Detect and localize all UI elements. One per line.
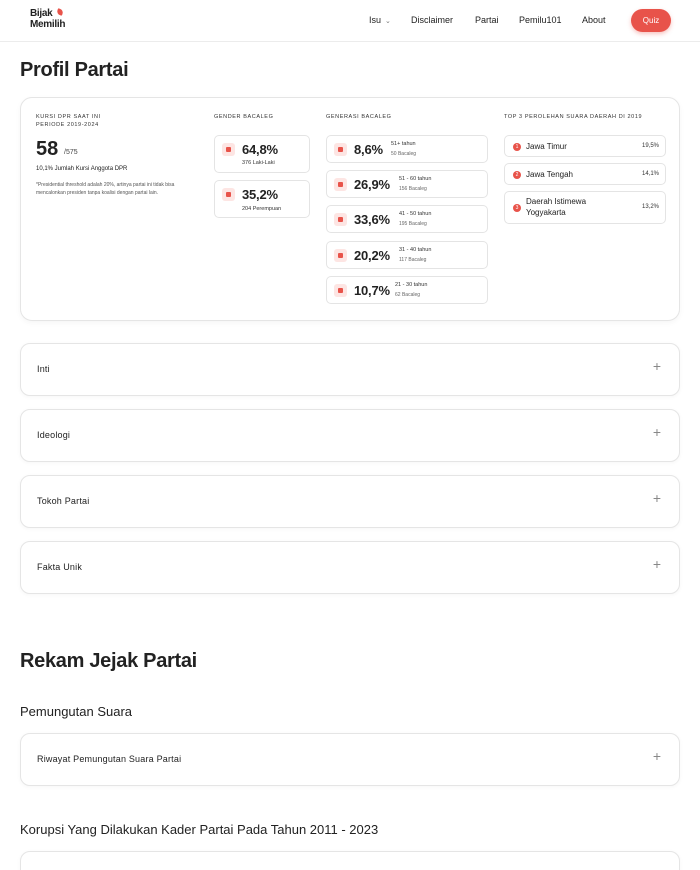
- female-icon-glyph: [226, 192, 231, 197]
- plus-icon[interactable]: +: [652, 748, 662, 764]
- gender-female-pct: 35,2%: [242, 187, 278, 202]
- kursi-heading-line2: PERIODE 2019-2024: [36, 122, 99, 128]
- plus-icon[interactable]: +: [652, 490, 662, 506]
- gender-stat-male: [214, 135, 310, 173]
- kursi-heading-line1: KURSI DPR SAAT INI: [36, 114, 101, 120]
- plus-icon[interactable]: +: [652, 424, 662, 440]
- female-icon: [222, 188, 235, 201]
- logo-line-1: Bijak: [30, 8, 53, 19]
- generation-icon: [334, 249, 347, 262]
- generation-icon-glyph: [338, 253, 343, 258]
- gender-heading: GENDER BACALEG: [214, 114, 274, 120]
- accordion-ideologi[interactable]: [20, 409, 680, 462]
- male-icon-glyph: [226, 147, 231, 152]
- plus-icon[interactable]: +: [652, 556, 662, 572]
- accordion-label: Inti: [37, 364, 50, 374]
- generasi-row: [326, 241, 488, 269]
- generation-icon-glyph: [338, 288, 343, 293]
- region-value: 19,5%: [641, 143, 659, 149]
- generasi-pct: 8,6%: [354, 142, 383, 157]
- generasi-count: 117 Bacaleg: [399, 257, 427, 263]
- nav-isu-dropdown[interactable]: [369, 15, 391, 25]
- generasi-count: 62 Bacaleg: [395, 292, 421, 298]
- accordion-fakta-unik[interactable]: [20, 541, 680, 594]
- gender-male-pct: 64,8%: [242, 142, 278, 157]
- gender-stat-female: [214, 180, 310, 218]
- generasi-range: 21 - 30 tahun: [395, 282, 428, 288]
- nav-disclaimer-link[interactable]: Disclaimer: [411, 15, 454, 25]
- kursi-seat-count: 58: [36, 138, 59, 160]
- nav-about-link[interactable]: About: [582, 15, 606, 25]
- accordion-tokoh-partai[interactable]: [20, 475, 680, 528]
- presidential-threshold-note: *Presidential threshold adalah 20%, artinya partai ini tidak bisa mencalonkan presiden tanpa koalisi dengan partai lain.: [36, 182, 175, 196]
- quiz-button[interactable]: Quiz: [631, 9, 671, 32]
- pemungutan-suara-title: Pemungutan Suara: [20, 704, 133, 719]
- generation-icon: [334, 213, 347, 226]
- kursi-total-seats: /575: [64, 149, 78, 156]
- accordion-riwayat-pemungutan[interactable]: [20, 733, 680, 786]
- region-name: Jawa Timur: [526, 142, 567, 151]
- generasi-range: 41 - 50 tahun: [399, 211, 432, 217]
- nav-isu-label: Isu: [369, 15, 382, 25]
- rank-badge: 1: [513, 143, 521, 151]
- accordion-inti[interactable]: [20, 343, 680, 396]
- generation-icon: [334, 178, 347, 191]
- generasi-range: 31 - 40 tahun: [399, 247, 432, 253]
- bijak-memilih-logo[interactable]: [30, 8, 78, 34]
- plus-icon[interactable]: +: [652, 358, 662, 374]
- generasi-range: 51+ tahun: [391, 141, 416, 147]
- accordion-label: Tokoh Partai: [37, 496, 90, 506]
- logo-line-2: Memilih: [30, 19, 66, 30]
- region-value: 14,1%: [641, 171, 659, 177]
- rank-badge: 3: [513, 204, 521, 212]
- region-value: 13,2%: [641, 204, 659, 210]
- accordion-label: Ideologi: [37, 430, 71, 440]
- generation-icon: [334, 284, 347, 297]
- region-row: [504, 191, 666, 224]
- kursi-heading: [36, 113, 101, 129]
- generasi-row: [326, 205, 488, 233]
- kursi-percentage-label: 10,1% Jumlah Kursi Anggota DPR: [36, 166, 128, 172]
- region-row: [504, 135, 666, 157]
- region-name: Jawa Tengah: [526, 170, 573, 179]
- profile-card: [20, 97, 680, 321]
- generasi-row: [326, 276, 488, 304]
- chevron-down-icon: ⌄: [385, 18, 391, 25]
- generation-icon-glyph: [338, 147, 343, 152]
- region-name: Daerah Istimewa Yogyakarta: [526, 197, 587, 217]
- gender-male-count: 376 Laki-Laki: [242, 160, 275, 166]
- accordion-korupsi[interactable]: [20, 851, 680, 870]
- nav-partai-link[interactable]: Partai: [475, 15, 499, 25]
- generasi-count: 195 Bacaleg: [399, 221, 427, 227]
- generasi-pct: 20,2%: [354, 248, 390, 263]
- accordion-label: Fakta Unik: [37, 562, 83, 572]
- rank-badge: 2: [513, 171, 521, 179]
- male-icon: [222, 143, 235, 156]
- generasi-pct: 10,7%: [354, 283, 390, 298]
- region-row: [504, 163, 666, 185]
- top3-heading: TOP 3 PEROLEHAN SUARA DAERAH DI 2019: [504, 114, 643, 120]
- generation-icon-glyph: [338, 217, 343, 222]
- nav-pemilu101-link[interactable]: Pemilu101: [519, 15, 562, 25]
- generasi-count: 156 Bacaleg: [399, 186, 427, 192]
- generation-icon-glyph: [338, 182, 343, 187]
- rekam-jejak-title: Rekam Jejak Partai: [20, 650, 197, 672]
- top-navbar: [0, 0, 700, 42]
- accordion-label: Riwayat Pemungutan Suara Partai: [37, 754, 182, 764]
- generasi-row: [326, 135, 488, 163]
- generasi-row: [326, 170, 488, 198]
- profil-partai-title: Profil Partai: [20, 59, 129, 81]
- gender-female-count: 204 Perempuan: [242, 206, 282, 212]
- generasi-pct: 26,9%: [354, 177, 390, 192]
- generation-icon: [334, 143, 347, 156]
- korupsi-title: Korupsi Yang Dilakukan Kader Partai Pada Tahun 2011 - 2023: [20, 822, 379, 837]
- generasi-heading: GENERASI BACALEG: [326, 114, 392, 120]
- generasi-range: 51 - 60 tahun: [399, 176, 432, 182]
- generasi-count: 50 Bacaleg: [391, 151, 417, 157]
- generasi-pct: 33,6%: [354, 212, 390, 227]
